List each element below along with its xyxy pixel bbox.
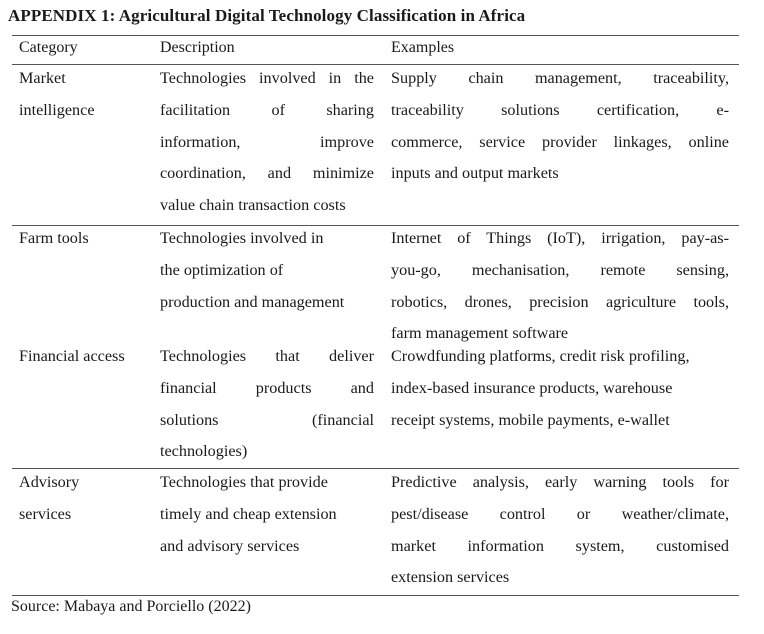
cell-line: information, improve bbox=[160, 132, 374, 151]
category-cell bbox=[19, 467, 157, 531]
category-cell bbox=[19, 223, 157, 255]
cell-line: timely and cheap extension bbox=[160, 504, 337, 523]
cell-line: Technologies involved in bbox=[160, 229, 324, 247]
cell-line: Financial access bbox=[19, 347, 125, 365]
cell-line: Technologies that provide bbox=[160, 473, 328, 491]
header-description: Description bbox=[160, 39, 235, 56]
table-top-rule bbox=[12, 35, 739, 36]
cell-line: inputs and output markets bbox=[391, 164, 559, 183]
cell-line: commerce, service provider linkages, online bbox=[391, 132, 729, 151]
header-category: Category bbox=[19, 39, 78, 56]
cell-line: services bbox=[19, 504, 72, 523]
cell-line: Farm tools bbox=[19, 229, 89, 247]
cell-line: extension services bbox=[391, 568, 510, 587]
source-note: Source: Mabaya and Porciello (2022) bbox=[11, 598, 251, 615]
cell-line: Technologies that deliver bbox=[160, 347, 374, 365]
cell-line: production and management bbox=[160, 292, 345, 311]
examples-cell bbox=[391, 341, 729, 436]
cell-line: facilitation of sharing bbox=[160, 100, 374, 119]
appendix-title: APPENDIX 1: Agricultural Digital Technology Classification in Africa bbox=[8, 6, 526, 25]
cell-line: market information system, customised bbox=[391, 536, 729, 555]
examples-cell bbox=[391, 63, 729, 190]
description-cell bbox=[160, 341, 374, 468]
cell-line: pest/disease control or weather/climate, bbox=[391, 504, 729, 523]
category-cell bbox=[19, 341, 157, 373]
cell-line: Technologies involved in the bbox=[160, 69, 374, 87]
cell-line: financial products and bbox=[160, 378, 374, 397]
examples-cell bbox=[391, 223, 729, 350]
cell-line: receipt systems, mobile payments, e-wallet bbox=[391, 410, 670, 429]
cell-line: coordination, and minimize bbox=[160, 164, 374, 183]
cell-line: farm management software bbox=[391, 324, 569, 343]
cell-line: robotics, drones, precision agriculture tools, bbox=[391, 292, 729, 311]
cell-line: Predictive analysis, early warning tools for bbox=[391, 473, 729, 491]
cell-line: traceability solutions certification, e- bbox=[391, 100, 729, 119]
cell-line: Advisory bbox=[19, 473, 80, 491]
table-bottom-rule bbox=[12, 595, 739, 596]
cell-line: technologies) bbox=[160, 442, 248, 461]
cell-line: you-go, mechanisation, remote sensing, bbox=[391, 260, 729, 279]
cell-line: index-based insurance products, warehouse bbox=[391, 378, 673, 397]
examples-cell bbox=[391, 467, 729, 594]
cell-line: and advisory services bbox=[160, 536, 300, 555]
description-cell bbox=[160, 467, 374, 562]
category-cell bbox=[19, 63, 157, 127]
cell-line: Market bbox=[19, 69, 66, 87]
cell-line: Supply chain management, traceability, bbox=[391, 69, 729, 87]
description-cell bbox=[160, 223, 374, 318]
header-examples: Examples bbox=[391, 39, 455, 56]
description-cell bbox=[160, 63, 374, 222]
cell-line: value chain transaction costs bbox=[160, 196, 346, 215]
cell-line: Internet of Things (IoT), irrigation, pay-as- bbox=[391, 229, 729, 247]
cell-line: Crowdfunding platforms, credit risk profiling, bbox=[391, 347, 690, 365]
cell-line: solutions (financial bbox=[160, 410, 374, 429]
cell-line: the optimization of bbox=[160, 260, 284, 279]
cell-line: intelligence bbox=[19, 100, 95, 119]
